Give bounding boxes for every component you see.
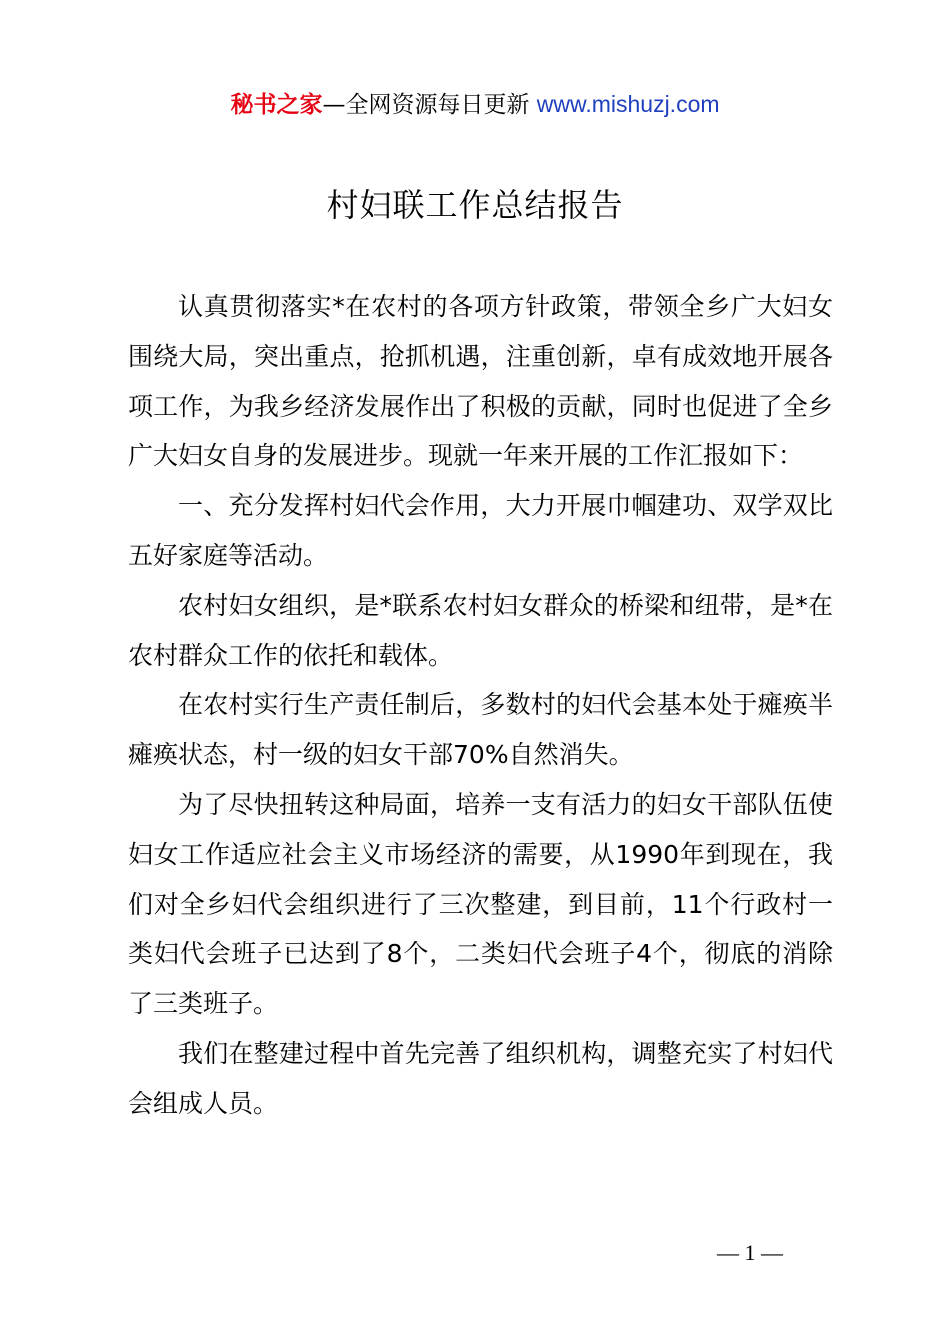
paragraph-intro: 认真贯彻落实*在农村的各项方针政策，带领全乡广大妇女围绕大局，突出重点，抢抓机遇，注重创新，卓有成效地开展各项工作，为我乡经济发展作出了积极的贡献，同时也促进了全乡广大妇女自身的发展进步。现就一年来开展的工作汇报如下：: [128, 292, 833, 471]
document-body: [128, 282, 833, 1129]
paragraph-responsibility-system: 在农村实行生产责任制后，多数村的妇代会基本处于瘫痪半瘫痪状态，村一级的妇女干部70%自然消失。: [128, 690, 833, 770]
site-header: [0, 86, 950, 123]
paragraph-organization: 农村妇女组织，是*联系农村妇女群众的桥梁和纽带，是*在农村群众工作的依托和载体。: [128, 590, 833, 670]
paragraph-section-heading: 一、充分发挥村妇代会作用，大力开展巾帼建功、双学双比五好家庭等活动。: [128, 491, 833, 570]
document-title: 村妇联工作总结报告: [326, 186, 624, 224]
site-url-link[interactable]: www.mishuzj.com: [536, 91, 720, 117]
page-number: — 1 —: [717, 1240, 783, 1265]
paragraph-rebuilding: 为了尽快扭转这种局面，培养一支有活力的妇女干部队伍使妇女工作适应社会主义市场经济的需要，从1990年到现在，我们对全乡妇代会组织进行了三次整建，到目前，11个行政村一类妇代会班子已达到了8个，二类妇代会班子4个，彻底的消除了三类班子。: [128, 789, 833, 1019]
brand-name: 秘书之家: [230, 92, 323, 118]
paragraph-structure: 我们在整建过程中首先完善了组织机构，调整充实了村妇代会组成人员。: [128, 1038, 833, 1118]
header-tagline: —全网资源每日更新: [322, 92, 530, 118]
